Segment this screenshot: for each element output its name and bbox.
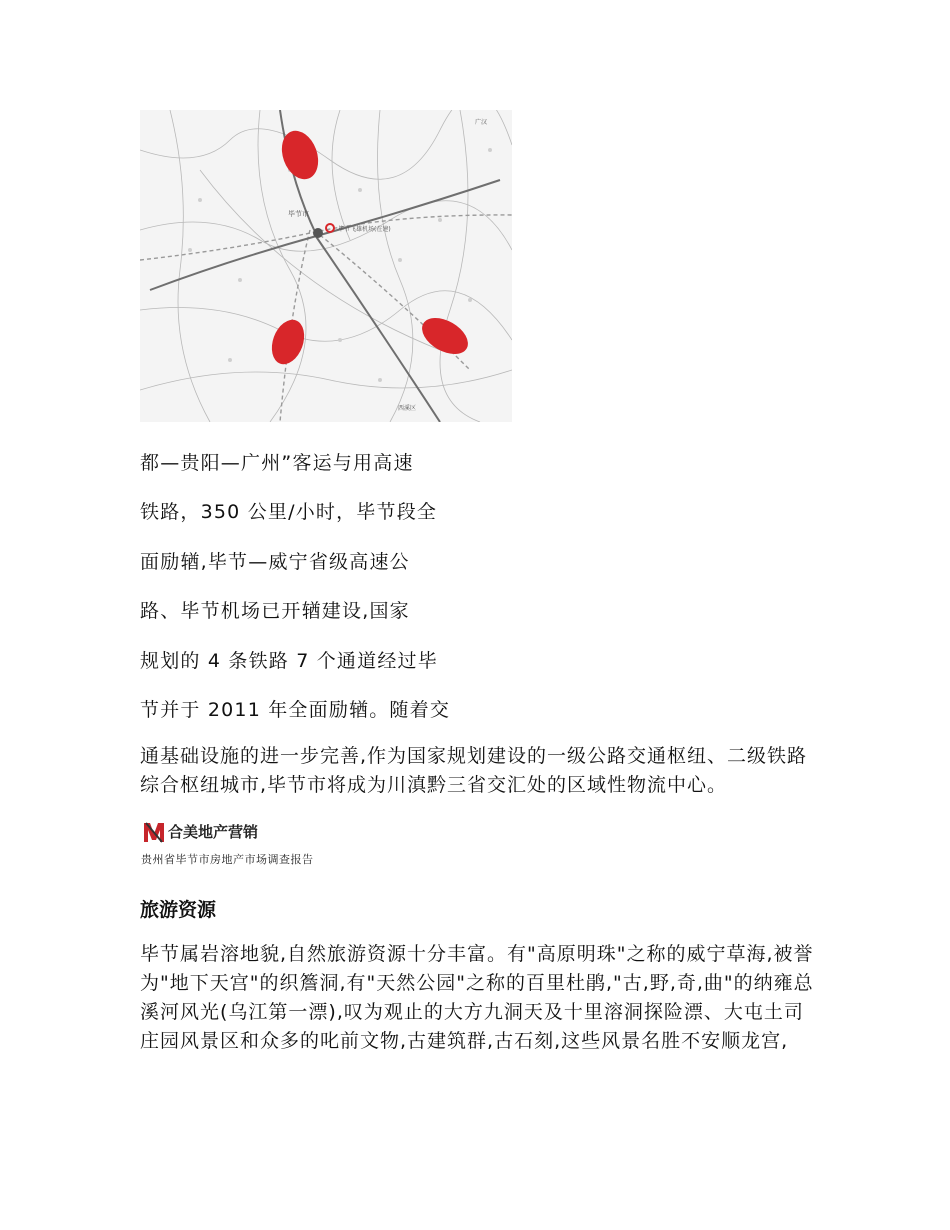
paragraph-tourism: 毕节属岩溶地貌,自然旅游资源十分丰富。有"高原明珠"之称的威宁草海,被誉为"地下天宫"的织簷洞,有"天然公园"之称的百里杜鹃,"古,野,奇,曲"的纳雍总溪河风光(乌江第一漂),叹为观止的大方九洞天及十里溶洞探险漂、大屯土司庄园风景区和众多的叱前文物,古建筑群,古石刻,这些风景名胜不安顺龙宫, [140,943,814,1052]
text-line-2: 铁路，350 公里/小时，毕节段全 [140,501,438,523]
region-map [140,110,512,422]
text-line-1: 都—贵阳—广州”客运与用高速 [140,452,414,474]
section-heading: 旅游资源 [140,899,217,921]
text-line-5: 规划的 4 条铁路 7 个通道经过毕 [140,650,438,672]
map-label-guanghan: 广汉 [475,119,488,126]
text-line-3: 面励𬨎,毕节—威宁省级高速公 [140,551,410,573]
report-title: 贵州省毕节市房地产市场调查报告 [141,853,314,866]
text-line-6: 节并于 2011 年全面励𬨎。随着交 [140,699,451,721]
company-logo [141,818,261,846]
logo-text: 合美地产营销 [168,823,259,841]
map-label-airport: 毕节飞雄机场(在建) [338,226,391,233]
paragraph-transport: 通基础设施的进一步完善,作为国家规划建设的一级公路交通枢纽、二级铁路综合枢纽城市,毕节市将成为川滇黔三省交汇处的区域性物流中心。 [140,745,808,796]
text-line-4: 路、毕节机场已开𬨎建设,国家 [140,600,410,622]
map-label-bijie: 毕节市 [288,210,309,218]
map-label-xixi: 西溪区 [398,405,417,412]
